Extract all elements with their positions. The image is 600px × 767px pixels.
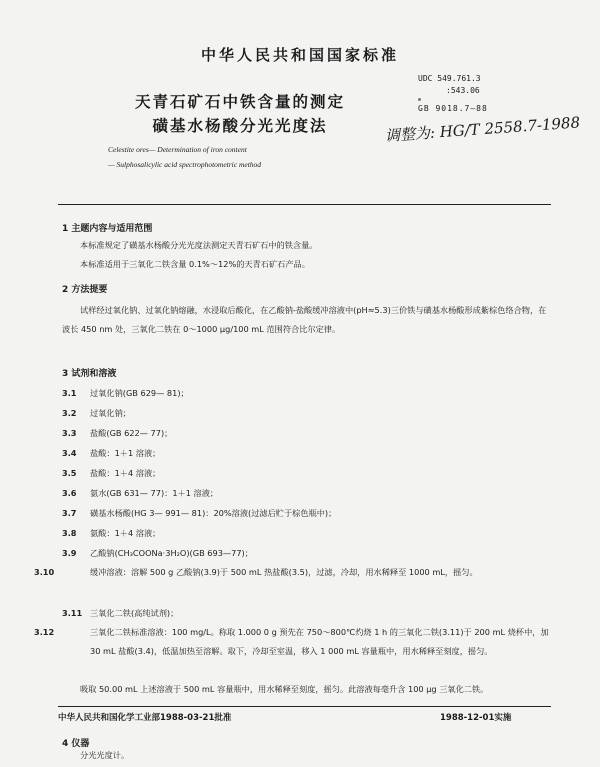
section-4-heading: 4 仪器 bbox=[62, 739, 90, 749]
reagent-item: 3.1 过氧化钠(GB 629— 81)； bbox=[62, 388, 189, 398]
section-1-para1: 本标准规定了磺基水杨酸分光光度法测定天青石矿石中的铁含量。 bbox=[80, 240, 318, 250]
reagent-item: 3.5 盐酸：1＋4 溶液； bbox=[62, 468, 161, 478]
top-divider bbox=[58, 204, 551, 205]
title-chinese-line1: 天青石矿石中铁含量的测定 bbox=[134, 93, 345, 111]
reagent-item: 3.8 氨酸：1＋4 溶液； bbox=[62, 528, 161, 538]
section-3-para-after: 吸取 50.00 mL 上述溶液于 500 mL 容量瓶中，用水稀释至刻度，摇匀。此溶液每毫升含 100 μg 三氧化二铁。 bbox=[80, 684, 489, 694]
bottom-divider bbox=[58, 706, 551, 707]
reagent-item: 3.9 乙酸钠(CH₃COONa·3H₂O)(GB 693—77)； bbox=[62, 548, 253, 558]
udc-code-line1: UDC 549.761.3 bbox=[418, 74, 481, 83]
footer-approval: 中华人民共和国化学工业部1988-03-21批准 bbox=[58, 713, 232, 723]
reagent-item: 3.4 盐酸：1＋1 溶液； bbox=[62, 448, 161, 458]
section-4-para: 分光光度计。 bbox=[80, 750, 130, 760]
section-3-heading: 3 试剂和溶液 bbox=[62, 369, 117, 379]
standard-authority: 中华人民共和国国家标准 bbox=[200, 46, 399, 64]
section-2-para: 试样经过氧化钠、过氧化钠熔融，水浸取后酸化，在乙酸钠-盐酸缓冲溶液中(pH≈5.3)三价铁与磺基水杨酸形成紫棕色络合物，在波长 450 nm 处，三氧化二铁在 0～1000 μg/100 mL 范围符合比尔定律。 bbox=[62, 305, 547, 334]
reagent-item: 3.2 过氧化钠； bbox=[62, 408, 131, 418]
handwritten-note: 调整为: HG/T 2558.7-1988 bbox=[384, 113, 581, 145]
section-2-heading: 2 方法提要 bbox=[62, 285, 108, 295]
section-1-heading: 1 主题内容与适用范围 bbox=[62, 224, 153, 234]
reagent-item: 3.6 氨水(GB 631— 77)：1＋1 溶液； bbox=[62, 488, 219, 498]
title-english-line2: — Sulphosalicylic acid spectrophotometric method bbox=[108, 160, 262, 169]
section-1-para2: 本标准适用于三氧化二铁含量 0.1%～12%的天青石矿石产品。 bbox=[80, 259, 310, 269]
reagent-item: 3.7 磺基水杨酸(HG 3— 991— 81)：20%溶液(过滤后贮于棕色瓶中)； bbox=[62, 508, 337, 518]
title-chinese-line2: 磺基水杨酸分光光度法 bbox=[152, 117, 328, 135]
title-english-line1: Celestite ores— Determination of iron content bbox=[108, 145, 247, 154]
reagent-item-long: 3.12 三氧化二铁标准溶液：100 mg/L。称取 1.000 0 g 预先在 750～800℃灼烧 1 h 的三氧化二铁(3.11)于 200 mL 烧杯中，加 30 mL 盐酸(3.4)，低温加热至溶解。取下，冷却至室温，移入 1 000 mL 容量瓶中，用水稀释至刻度，摇匀。 bbox=[34, 627, 549, 656]
gb-number: GB 9018.7—88 bbox=[418, 104, 488, 113]
scan-speck bbox=[418, 98, 421, 101]
udc-code-line2: :543.06 bbox=[446, 86, 480, 95]
reagent-item: 3.3 盐酸(GB 622— 77)； bbox=[62, 428, 173, 438]
reagent-item: 3.11 三氧化二铁(高纯试剂)； bbox=[62, 608, 179, 618]
reagent-item-long: 3.10 缓冲溶液：溶解 500 g 乙酸钠(3.9)于 500 mL 热盐酸(3.5)，过滤，冷却，用水稀释至 1000 mL，摇匀。 bbox=[34, 567, 478, 577]
footer-implementation: 1988-12-01实施 bbox=[440, 713, 512, 723]
